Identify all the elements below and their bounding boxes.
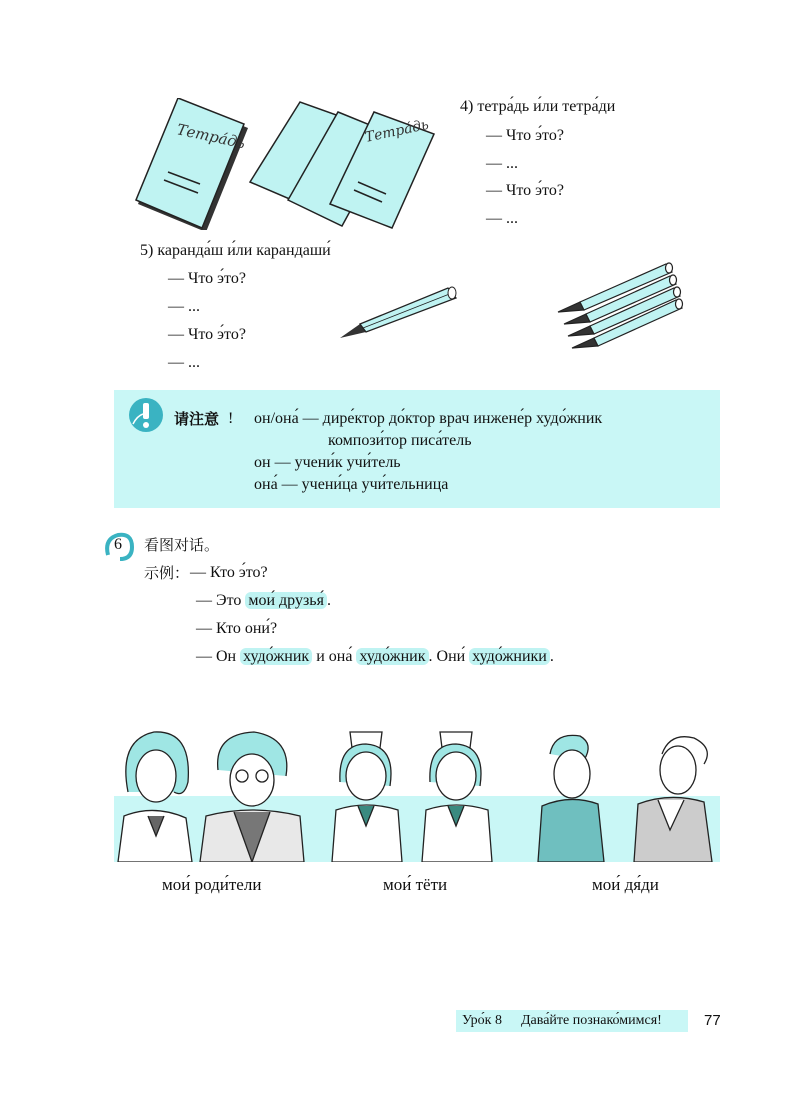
item5-line-3: — Что э́то? [168,326,246,343]
notebook-title: Тетра́дь [175,120,247,153]
notebook-title-stack: Тетра́дь [363,116,431,146]
example-line-2 [196,590,331,612]
example-text: и она́ [312,648,357,665]
item4-line-4: — ... [486,210,518,227]
footer-title: Дава́йте познако́мимся! [521,1013,662,1028]
caption-aunts: мои́ тёти [383,875,448,894]
highlight-word: худо́жник [356,648,428,665]
notebook-illustration [130,98,450,230]
footer-lesson: Уро́к 8 [462,1013,502,1028]
item4-heading: 4) тетра́дь и́ли тетра́ди [460,98,616,115]
exercise-title: 看图对话。 [144,536,220,554]
item4-line-1: — Что э́то? [486,127,564,144]
caption-parents: мои́ роди́тели [162,875,262,894]
item5-line-4: — ... [168,354,200,371]
note-line-2: компози́тор писа́тель [328,432,472,449]
exercise-number: 6 [114,536,122,553]
example-line-3: — Кто они́? [196,620,278,637]
example-text: . Они́ [428,648,470,665]
page-number: 77 [704,1012,721,1029]
item4-line-2: — ... [486,155,518,172]
item5-line-1: — Что э́то? [168,270,246,287]
example-label: 示例： [144,564,190,582]
note-line-1: он/она́ — дире́ктор до́ктор врач инжене́р худо́жник [254,410,603,427]
pencil-illustration [336,284,466,344]
people-illustration [114,720,720,862]
caption-uncles: мои́ дя́ди [592,875,659,894]
example-text: . [549,648,554,665]
item5-heading: 5) каранда́ш и́ли карандаши́ [140,242,331,259]
highlight-word: мои́ друзья́ [245,592,327,609]
note-line-4: она́ — учени́ца учи́тельница [254,476,449,493]
example-text: — Это [196,592,246,609]
item4-line-3: — Что э́то? [486,182,564,199]
example-text: — Он [196,648,241,665]
example-text: . [326,592,331,609]
highlight-word: худо́жники [469,648,550,665]
highlight-word: худо́жник [240,648,312,665]
pencils-illustration [550,258,690,354]
item5-line-2: — ... [168,298,200,315]
note-exclamation: ! [228,410,234,427]
exclamation-icon [129,398,163,432]
note-label: 请注意 [174,410,220,428]
example-line-4 [196,646,554,668]
example-line-1: — Кто э́то? [190,564,268,581]
note-line-3: он — учени́к учи́тель [254,454,401,471]
